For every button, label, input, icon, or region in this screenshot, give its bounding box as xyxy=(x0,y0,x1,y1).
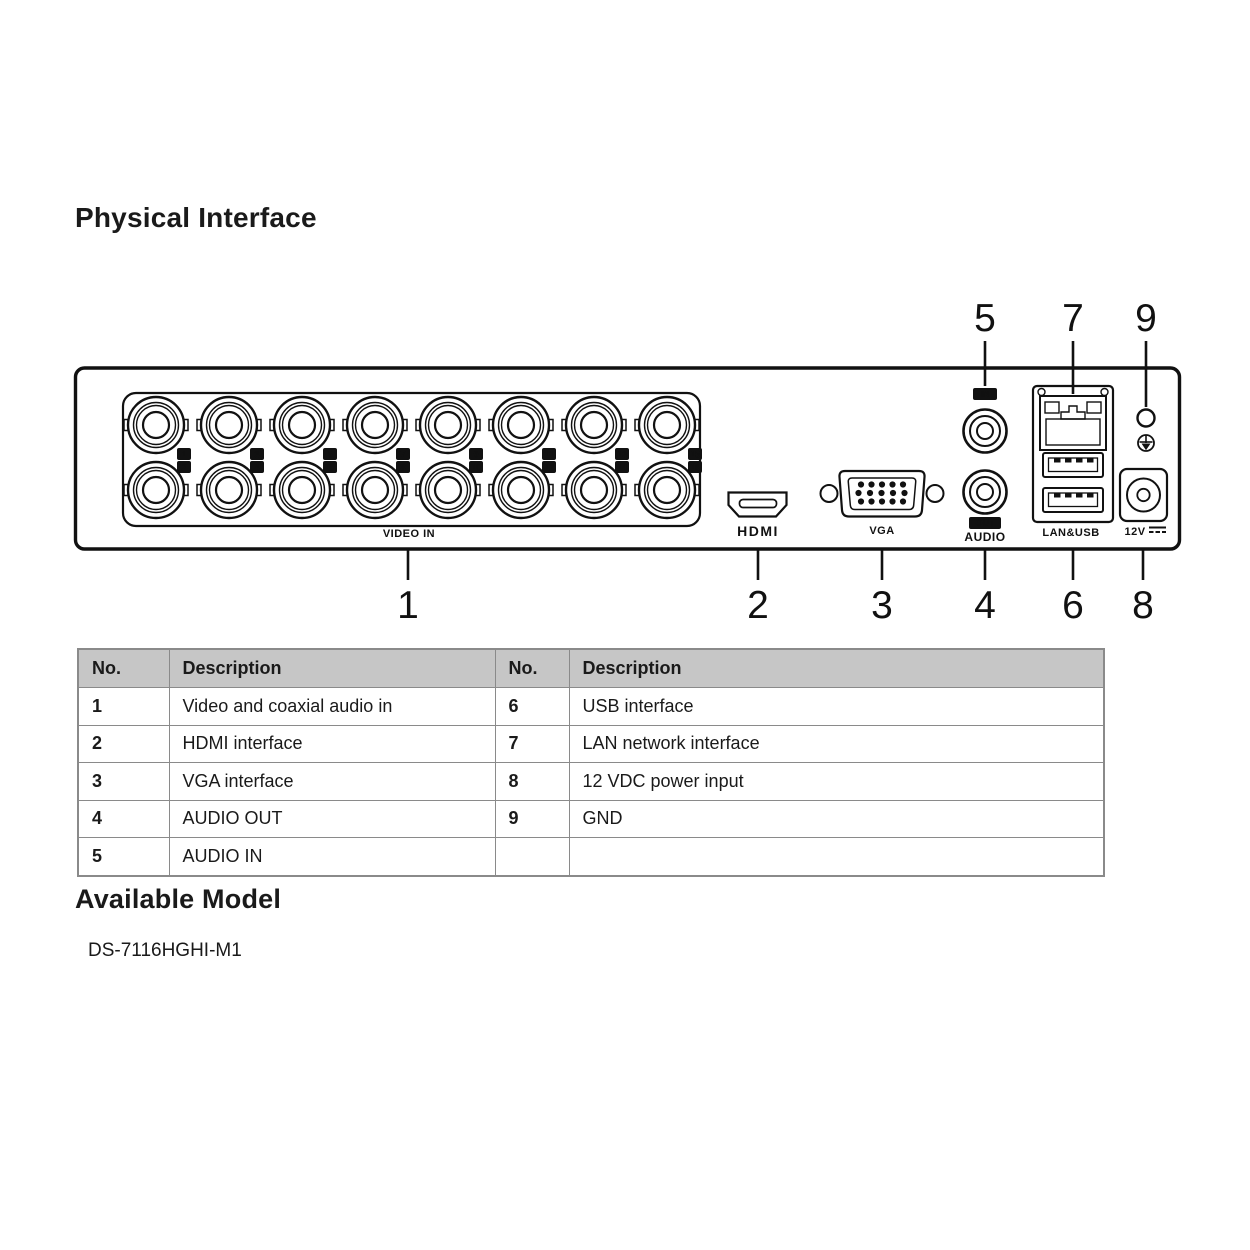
vga-pin xyxy=(868,498,874,504)
bnc-connector xyxy=(489,397,553,453)
page-title: Physical Interface xyxy=(75,202,317,233)
hdmi-label: HDMI xyxy=(737,523,779,539)
bnc-grid xyxy=(124,397,702,518)
cell-number xyxy=(495,838,569,876)
vga-port xyxy=(821,471,944,537)
bnc-connector xyxy=(343,397,407,453)
cell-description: GND xyxy=(569,800,1104,838)
cell-number: 8 xyxy=(495,763,569,801)
cell-number: 7 xyxy=(495,725,569,763)
bnc-number: 8 xyxy=(400,462,406,473)
callout-6: 6 xyxy=(1062,584,1084,627)
column-header: Description xyxy=(169,649,495,688)
cell-description: Video and coaxial audio in xyxy=(169,688,495,726)
table-header xyxy=(78,649,1104,688)
callout-7: 7 xyxy=(1062,297,1084,340)
cell-description: LAN network interface xyxy=(569,725,1104,763)
callout-lines xyxy=(408,341,1146,580)
bnc-number: 6 xyxy=(327,462,333,473)
table-row xyxy=(78,838,1104,876)
vga-screw-left xyxy=(821,485,838,502)
audio-out-jack xyxy=(964,471,1007,514)
vga-pin xyxy=(878,490,884,496)
table-body xyxy=(78,688,1104,876)
bnc-number: 3 xyxy=(254,449,260,460)
vga-pin xyxy=(855,490,861,496)
cell-description: HDMI interface xyxy=(169,725,495,763)
bnc-connector xyxy=(562,397,626,453)
vga-pin xyxy=(900,498,906,504)
bnc-number: 15 xyxy=(689,449,701,460)
callout-2: 2 xyxy=(747,584,769,627)
bnc-number: 1 xyxy=(181,449,187,460)
bnc-number: 2 xyxy=(181,462,187,473)
bnc-number: 5 xyxy=(327,449,333,460)
lan-port xyxy=(1040,396,1106,450)
table-row xyxy=(78,763,1104,801)
callout-9: 9 xyxy=(1135,297,1157,340)
cell-description xyxy=(569,838,1104,876)
column-header: No. xyxy=(78,649,169,688)
power-label: 12V xyxy=(1124,526,1146,538)
audio-label: AUDIO xyxy=(964,530,1006,544)
audio-out-badge-label: OUT xyxy=(975,518,995,528)
available-model-title: Available Model xyxy=(75,884,282,914)
rear-panel-diagram xyxy=(0,290,1250,635)
bnc-connector xyxy=(270,397,334,453)
vga-pin xyxy=(858,498,864,504)
bnc-number: 13 xyxy=(616,449,628,460)
vga-pin xyxy=(900,481,906,487)
callout-3: 3 xyxy=(871,584,893,627)
bnc-number: 12 xyxy=(543,462,555,473)
table-row xyxy=(78,725,1104,763)
cell-description: AUDIO OUT xyxy=(169,800,495,838)
lan-usb-section xyxy=(1033,386,1113,539)
cell-description: USB interface xyxy=(569,688,1104,726)
bnc-connector xyxy=(635,397,699,453)
gnd-screw xyxy=(1138,410,1155,427)
model-number: DS-7116HGHI-M1 xyxy=(88,940,242,961)
cell-number: 1 xyxy=(78,688,169,726)
bnc-connector xyxy=(416,397,480,453)
callout-1: 1 xyxy=(397,584,419,627)
vga-pin xyxy=(879,498,885,504)
bnc-number: 14 xyxy=(616,462,628,473)
usb-port-1 xyxy=(1043,453,1103,477)
cell-number: 4 xyxy=(78,800,169,838)
ground-icon xyxy=(1138,435,1154,451)
bnc-number: 16 xyxy=(689,462,701,473)
gnd-section xyxy=(1138,410,1155,452)
power-jack xyxy=(1120,469,1167,538)
cell-description: VGA interface xyxy=(169,763,495,801)
vga-pin xyxy=(890,490,896,496)
video-in-label: VIDEO IN xyxy=(382,528,436,540)
callout-4: 4 xyxy=(974,584,996,627)
cell-number: 6 xyxy=(495,688,569,726)
vga-pin xyxy=(868,481,874,487)
audio-section xyxy=(964,388,1007,544)
bnc-number: 10 xyxy=(470,462,482,473)
cell-description: 12 VDC power input xyxy=(569,763,1104,801)
table-row xyxy=(78,800,1104,838)
callout-5: 5 xyxy=(974,297,996,340)
vga-label: VGA xyxy=(869,525,895,537)
column-header: No. xyxy=(495,649,569,688)
cell-number: 3 xyxy=(78,763,169,801)
table-row xyxy=(78,688,1104,726)
vga-pin xyxy=(901,490,907,496)
cell-number: 9 xyxy=(495,800,569,838)
vga-pin xyxy=(889,481,895,487)
column-header: Description xyxy=(569,649,1104,688)
hdmi-port xyxy=(729,493,787,540)
bnc-number: 11 xyxy=(544,449,554,460)
table-header-row xyxy=(78,649,1104,688)
vga-pin xyxy=(879,481,885,487)
vga-pin xyxy=(889,498,895,504)
bnc-number: 4 xyxy=(254,462,260,473)
bnc-number: 7 xyxy=(400,449,406,460)
cell-number: 5 xyxy=(78,838,169,876)
usb-port-2 xyxy=(1043,488,1103,512)
callout-8: 8 xyxy=(1132,584,1154,627)
vga-screw-right xyxy=(927,485,944,502)
lan-usb-label: LAN&USB xyxy=(1042,527,1100,539)
vga-pin xyxy=(867,490,873,496)
cell-description: AUDIO IN xyxy=(169,838,495,876)
bnc-connector xyxy=(197,397,261,453)
audio-in-jack xyxy=(964,410,1007,453)
cell-number: 2 xyxy=(78,725,169,763)
port-description-table xyxy=(77,648,1105,877)
vga-pins xyxy=(855,481,907,504)
vga-pin xyxy=(858,481,864,487)
audio-in-badge-label: IN xyxy=(980,389,990,399)
bnc-number: 9 xyxy=(473,449,479,460)
bnc-connector xyxy=(124,397,188,453)
dc-symbol-icon xyxy=(1149,528,1166,533)
